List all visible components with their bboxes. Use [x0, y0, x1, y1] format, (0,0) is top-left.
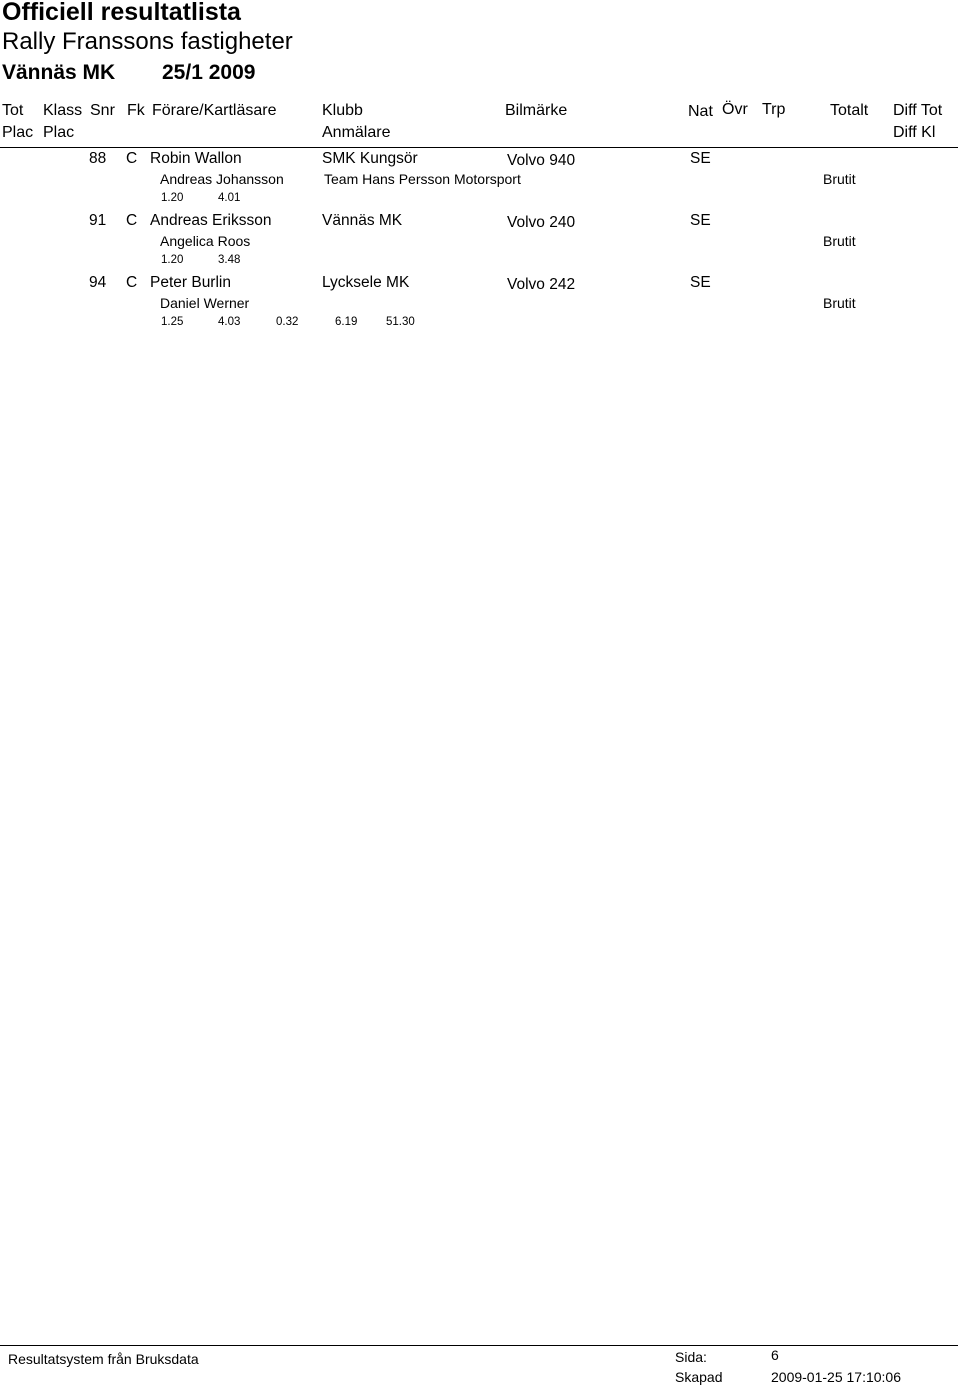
- document-title: Officiell resultatlista: [2, 0, 241, 26]
- codriver-name: Angelica Roos: [160, 233, 251, 249]
- nationality: SE: [690, 150, 711, 167]
- col-klass-plac: Plac: [43, 124, 75, 141]
- start-number: 91: [89, 212, 107, 229]
- club-name: Lycksele MK: [322, 274, 410, 291]
- col-plac: Plac: [2, 124, 34, 141]
- nationality: SE: [690, 212, 711, 229]
- club-name: Vännäs MK: [322, 212, 403, 229]
- footer-divider: [0, 1345, 958, 1346]
- col-totalt: Totalt: [830, 102, 869, 119]
- class: C: [126, 212, 138, 229]
- event-date: 25/1 2009: [162, 61, 256, 84]
- car-make: Volvo 940: [507, 152, 576, 169]
- col-nat: Nat: [688, 103, 713, 120]
- car-make: Volvo 240: [507, 214, 576, 231]
- stage-time: 4.01: [218, 192, 241, 204]
- codriver-name: Andreas Johansson: [160, 171, 284, 187]
- driver-name: Peter Burlin: [150, 274, 231, 291]
- col-diff-tot: Diff Tot: [893, 102, 943, 119]
- start-number: 88: [89, 150, 107, 167]
- car-make: Volvo 242: [507, 276, 576, 293]
- result-status: Brutit: [823, 295, 856, 311]
- col-ovr: Övr: [722, 101, 748, 118]
- col-diff-kl: Diff Kl: [893, 124, 936, 141]
- result-status: Brutit: [823, 171, 856, 187]
- col-klubb: Klubb: [322, 102, 363, 119]
- footer-page-label: Sida:: [675, 1349, 707, 1365]
- col-tot: Tot: [2, 102, 24, 119]
- class: C: [126, 274, 138, 291]
- footer-system: Resultatsystem från Bruksdata: [8, 1351, 199, 1367]
- footer-created-label: Skapad: [675, 1369, 723, 1385]
- codriver-name: Daniel Werner: [160, 295, 250, 311]
- class: C: [126, 150, 138, 167]
- event-name: Rally Franssons fastigheter: [2, 28, 293, 55]
- stage-time: 1.25: [161, 316, 184, 328]
- stage-time: 51.30: [386, 316, 415, 328]
- stage-time: 1.20: [161, 254, 184, 266]
- col-driver: Förare/Kartläsare: [152, 102, 277, 119]
- footer-created-value: 2009-01-25 17:10:06: [771, 1369, 901, 1385]
- entrant-name: Team Hans Persson Motorsport: [324, 171, 521, 187]
- nationality: SE: [690, 274, 711, 291]
- col-bilmarke: Bilmärke: [505, 102, 568, 119]
- stage-time: 0.32: [276, 316, 299, 328]
- col-klass: Klass: [43, 102, 83, 119]
- club-name: SMK Kungsör: [322, 150, 418, 167]
- stage-time: 3.48: [218, 254, 241, 266]
- footer-page-number: 6: [771, 1347, 779, 1363]
- col-trp: Trp: [762, 101, 786, 118]
- col-snr: Snr: [90, 102, 115, 119]
- col-anmalare: Anmälare: [322, 124, 391, 141]
- header-divider: [0, 147, 958, 148]
- col-fk: Fk: [127, 102, 145, 119]
- stage-time: 6.19: [335, 316, 358, 328]
- stage-time: 4.03: [218, 316, 241, 328]
- stage-time: 1.20: [161, 192, 184, 204]
- result-status: Brutit: [823, 233, 856, 249]
- driver-name: Robin Wallon: [150, 150, 242, 167]
- driver-name: Andreas Eriksson: [150, 212, 272, 229]
- start-number: 94: [89, 274, 107, 291]
- organizer: Vännäs MK: [2, 61, 116, 84]
